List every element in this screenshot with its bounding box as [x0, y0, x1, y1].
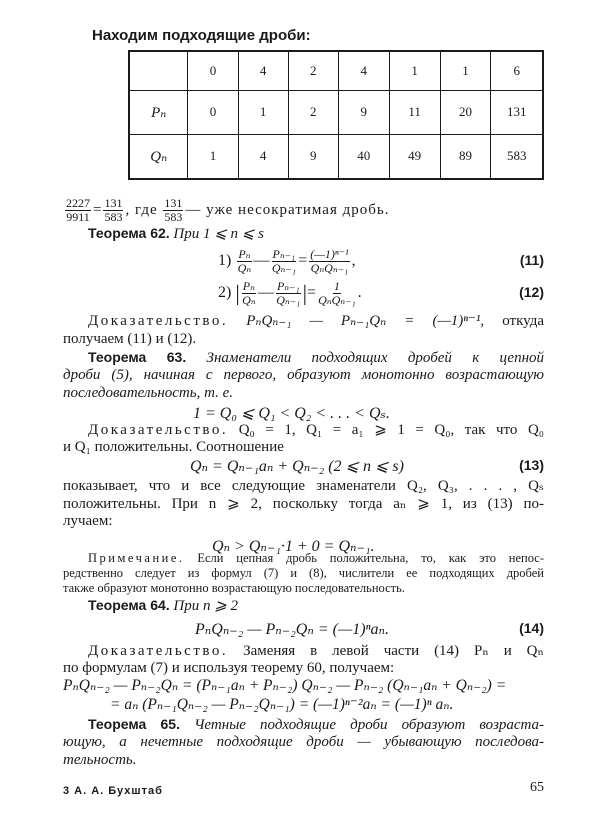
- numerator: 2227: [66, 196, 90, 210]
- equals: =: [307, 284, 317, 302]
- item-label: 1): [218, 252, 232, 270]
- equation-number: (12): [519, 284, 544, 300]
- denominator: 583: [104, 210, 123, 224]
- tail-text: — уже несократимая дробь.: [185, 201, 390, 218]
- fraction: [237, 248, 251, 275]
- minus: —: [253, 252, 270, 270]
- cell: 89: [440, 134, 491, 179]
- theorem-63-line: [88, 348, 544, 367]
- cell: 2: [288, 51, 338, 90]
- theorem-title: Теорема 64.: [88, 597, 170, 613]
- numerator: Pₙ: [238, 247, 251, 261]
- note-line: [88, 551, 544, 566]
- theorem-65-line: тельность.: [63, 752, 137, 768]
- row-label: Pₙ: [129, 90, 188, 134]
- theorem-title: Теорема 65.: [88, 716, 180, 732]
- theorem-condition: При n ⩾ 2: [173, 598, 239, 614]
- equation-number: (11): [519, 252, 544, 268]
- proof-62-line: получаем (11) и (12).: [63, 331, 197, 347]
- theorem-65-line: [88, 715, 544, 734]
- theorem-condition: При 1 ⩽ n ⩽ s: [173, 226, 264, 242]
- row-label: Qₙ: [129, 134, 188, 179]
- denominator: QₙQₙ₋₁: [310, 261, 349, 275]
- equals: =: [298, 252, 308, 270]
- proof-64-line: по формулам (7) и используя теорему 60, получаем:: [63, 660, 395, 676]
- denominator: QₙQₙ₋₁: [318, 293, 356, 307]
- page-number: 65: [530, 780, 544, 795]
- proof-63-line: лучаем:: [63, 513, 113, 529]
- cell: 583: [491, 134, 543, 179]
- equals: =: [93, 201, 102, 218]
- theorem-title: Теорема 62.: [88, 225, 170, 241]
- denominator: Qₙ₋₁: [271, 261, 296, 275]
- proof-64-line: [88, 642, 544, 660]
- fraction: [276, 280, 301, 307]
- proof-63-line: показывает, что и все следующие знаменатели Q₂, Q₃, . . . , Qₛ: [63, 478, 544, 494]
- denominator: Qₙ: [237, 261, 252, 275]
- fraction: [309, 248, 349, 275]
- proof-label: Доказательство.: [88, 313, 229, 329]
- text: Знаменатели подходящих дробей к цепной: [206, 350, 545, 366]
- cell: 40: [338, 134, 389, 179]
- denominator: Qₙ: [242, 293, 256, 307]
- cell: 0: [188, 51, 238, 90]
- note-line: также образуют монотонно возрастающую последовательность.: [63, 581, 405, 595]
- cell: 1: [238, 90, 288, 134]
- cell: 1: [188, 134, 238, 179]
- cell: 9: [338, 90, 389, 134]
- cell: 1: [440, 51, 491, 90]
- theorem-title: Теорема 63.: [88, 349, 187, 365]
- fraction: [65, 197, 91, 224]
- cell: 1: [389, 51, 440, 90]
- where-text: , где: [125, 201, 158, 218]
- intro-text: Находим подходящие дроби:: [92, 27, 311, 44]
- item-label: 2): [218, 284, 232, 302]
- inequality-chain: 1 = Q₀ ⩽ Q₁ < Q₂ < . . . < Qₛ.: [193, 405, 390, 422]
- abs-bar: |: [302, 280, 308, 306]
- text: Заменяя в левой части (14) Pₙ и Qₙ: [243, 643, 544, 659]
- denominator: 583: [164, 210, 183, 224]
- text: Если цепная дробь положительна, то, как это непос-: [197, 551, 545, 565]
- denominator: Qₙ₋₁: [276, 293, 301, 307]
- note-label: Примечание.: [88, 551, 185, 565]
- cell: 4: [238, 51, 288, 90]
- numerator: Pₙ₋₁: [272, 247, 296, 261]
- note-line: редственно следует из формул (7) и (8), числители ее подходящих дробей: [63, 566, 544, 580]
- cell: 2: [288, 90, 338, 134]
- numerator: 131: [104, 196, 123, 210]
- numerator: 1: [333, 279, 340, 293]
- proof-63-line: и Q₁ положительны. Соотношение: [63, 439, 284, 455]
- cell: 6: [491, 51, 543, 90]
- cell: 131: [491, 90, 543, 134]
- row-label: [129, 51, 188, 90]
- cell: 4: [338, 51, 389, 90]
- theorem-63-line: дроби (5), начиная с первого, образуют монотонно возрастающую: [63, 367, 544, 383]
- abs-bar: |: [235, 280, 240, 306]
- proof-62-line: [88, 312, 544, 330]
- text: Q₀ = 1, Q₁ = a₁ ⩾ 1 = Q₀, так что Q₀: [238, 422, 545, 438]
- equation-number: (13): [519, 457, 544, 473]
- numerator: Pₙ₋₁: [276, 279, 300, 293]
- proof-label: Доказательство.: [88, 422, 229, 438]
- convergents-table: [128, 50, 544, 180]
- table-row: [129, 134, 543, 179]
- equation-number: (14): [519, 620, 544, 636]
- equation-11: [218, 248, 356, 275]
- inequality: Qₙ > Qₙ₋₁·1 + 0 = Qₙ₋₁.: [212, 538, 375, 555]
- theorem-63-line: последовательность, т. е.: [63, 385, 234, 401]
- denominator: 9911: [66, 210, 90, 224]
- minus: —: [257, 284, 274, 302]
- table-row: [129, 51, 543, 90]
- fraction: [318, 280, 356, 307]
- equation-14: PₙQₙ₋₂ — Pₙ₋₂Qₙ = (—1)ⁿaₙ.: [195, 621, 390, 638]
- text: Четные подходящие дроби образуют возраста-: [194, 717, 544, 733]
- fraction: [242, 280, 256, 307]
- cell: 9: [288, 134, 338, 179]
- text: откуда: [502, 313, 545, 329]
- formula: PₙQₙ₋₁ — Pₙ₋₁Qₙ = (—1)ⁿ⁻¹,: [246, 313, 485, 329]
- equation-13: Qₙ = Qₙ₋₁aₙ + Qₙ₋₂ (2 ⩽ n ⩽ s): [190, 458, 404, 475]
- punct: ,: [351, 252, 356, 270]
- derivation-line: PₙQₙ₋₂ — Pₙ₋₂Qₙ = (Pₙ₋₁aₙ + Pₙ₋₂) Qₙ₋₂ — Pₙ₋₂ (Qₙ₋₁aₙ + Qₙ₋₂) =: [63, 677, 507, 694]
- derivation-line: = aₙ (Pₙ₋₁Qₙ₋₂ — Pₙ₋₂Qₙ₋₁) = (—1)ⁿ⁻²aₙ = (—1)ⁿ aₙ.: [110, 696, 454, 713]
- theorem-64-heading: [88, 596, 544, 615]
- cell: 0: [188, 90, 238, 134]
- result-line: [63, 197, 544, 224]
- numerator: (—1)ⁿ⁻¹: [310, 247, 349, 261]
- theorem-62-heading: [88, 224, 544, 243]
- proof-label: Доказательство.: [88, 643, 229, 659]
- fraction: [272, 248, 297, 275]
- numerator: 131: [164, 196, 183, 210]
- punct: .: [357, 284, 362, 302]
- cell: 4: [238, 134, 288, 179]
- theorem-65-line: ющую, а нечетные подходящие дроби — убывающую последова-: [63, 734, 544, 750]
- proof-63-line: положительны. При n ⩾ 2, поскольку тогда aₙ ⩾ 1, из (13) по-: [63, 496, 544, 512]
- cell: 11: [389, 90, 440, 134]
- proof-63-line: [88, 421, 544, 439]
- signature-mark: 3 А. А. Бухштаб: [63, 785, 163, 797]
- equation-12: [218, 280, 362, 307]
- cell: 49: [389, 134, 440, 179]
- fraction: [103, 197, 123, 224]
- fraction: [163, 197, 183, 224]
- numerator: Pₙ: [242, 279, 255, 293]
- cell: 20: [440, 90, 491, 134]
- table-row: [129, 90, 543, 134]
